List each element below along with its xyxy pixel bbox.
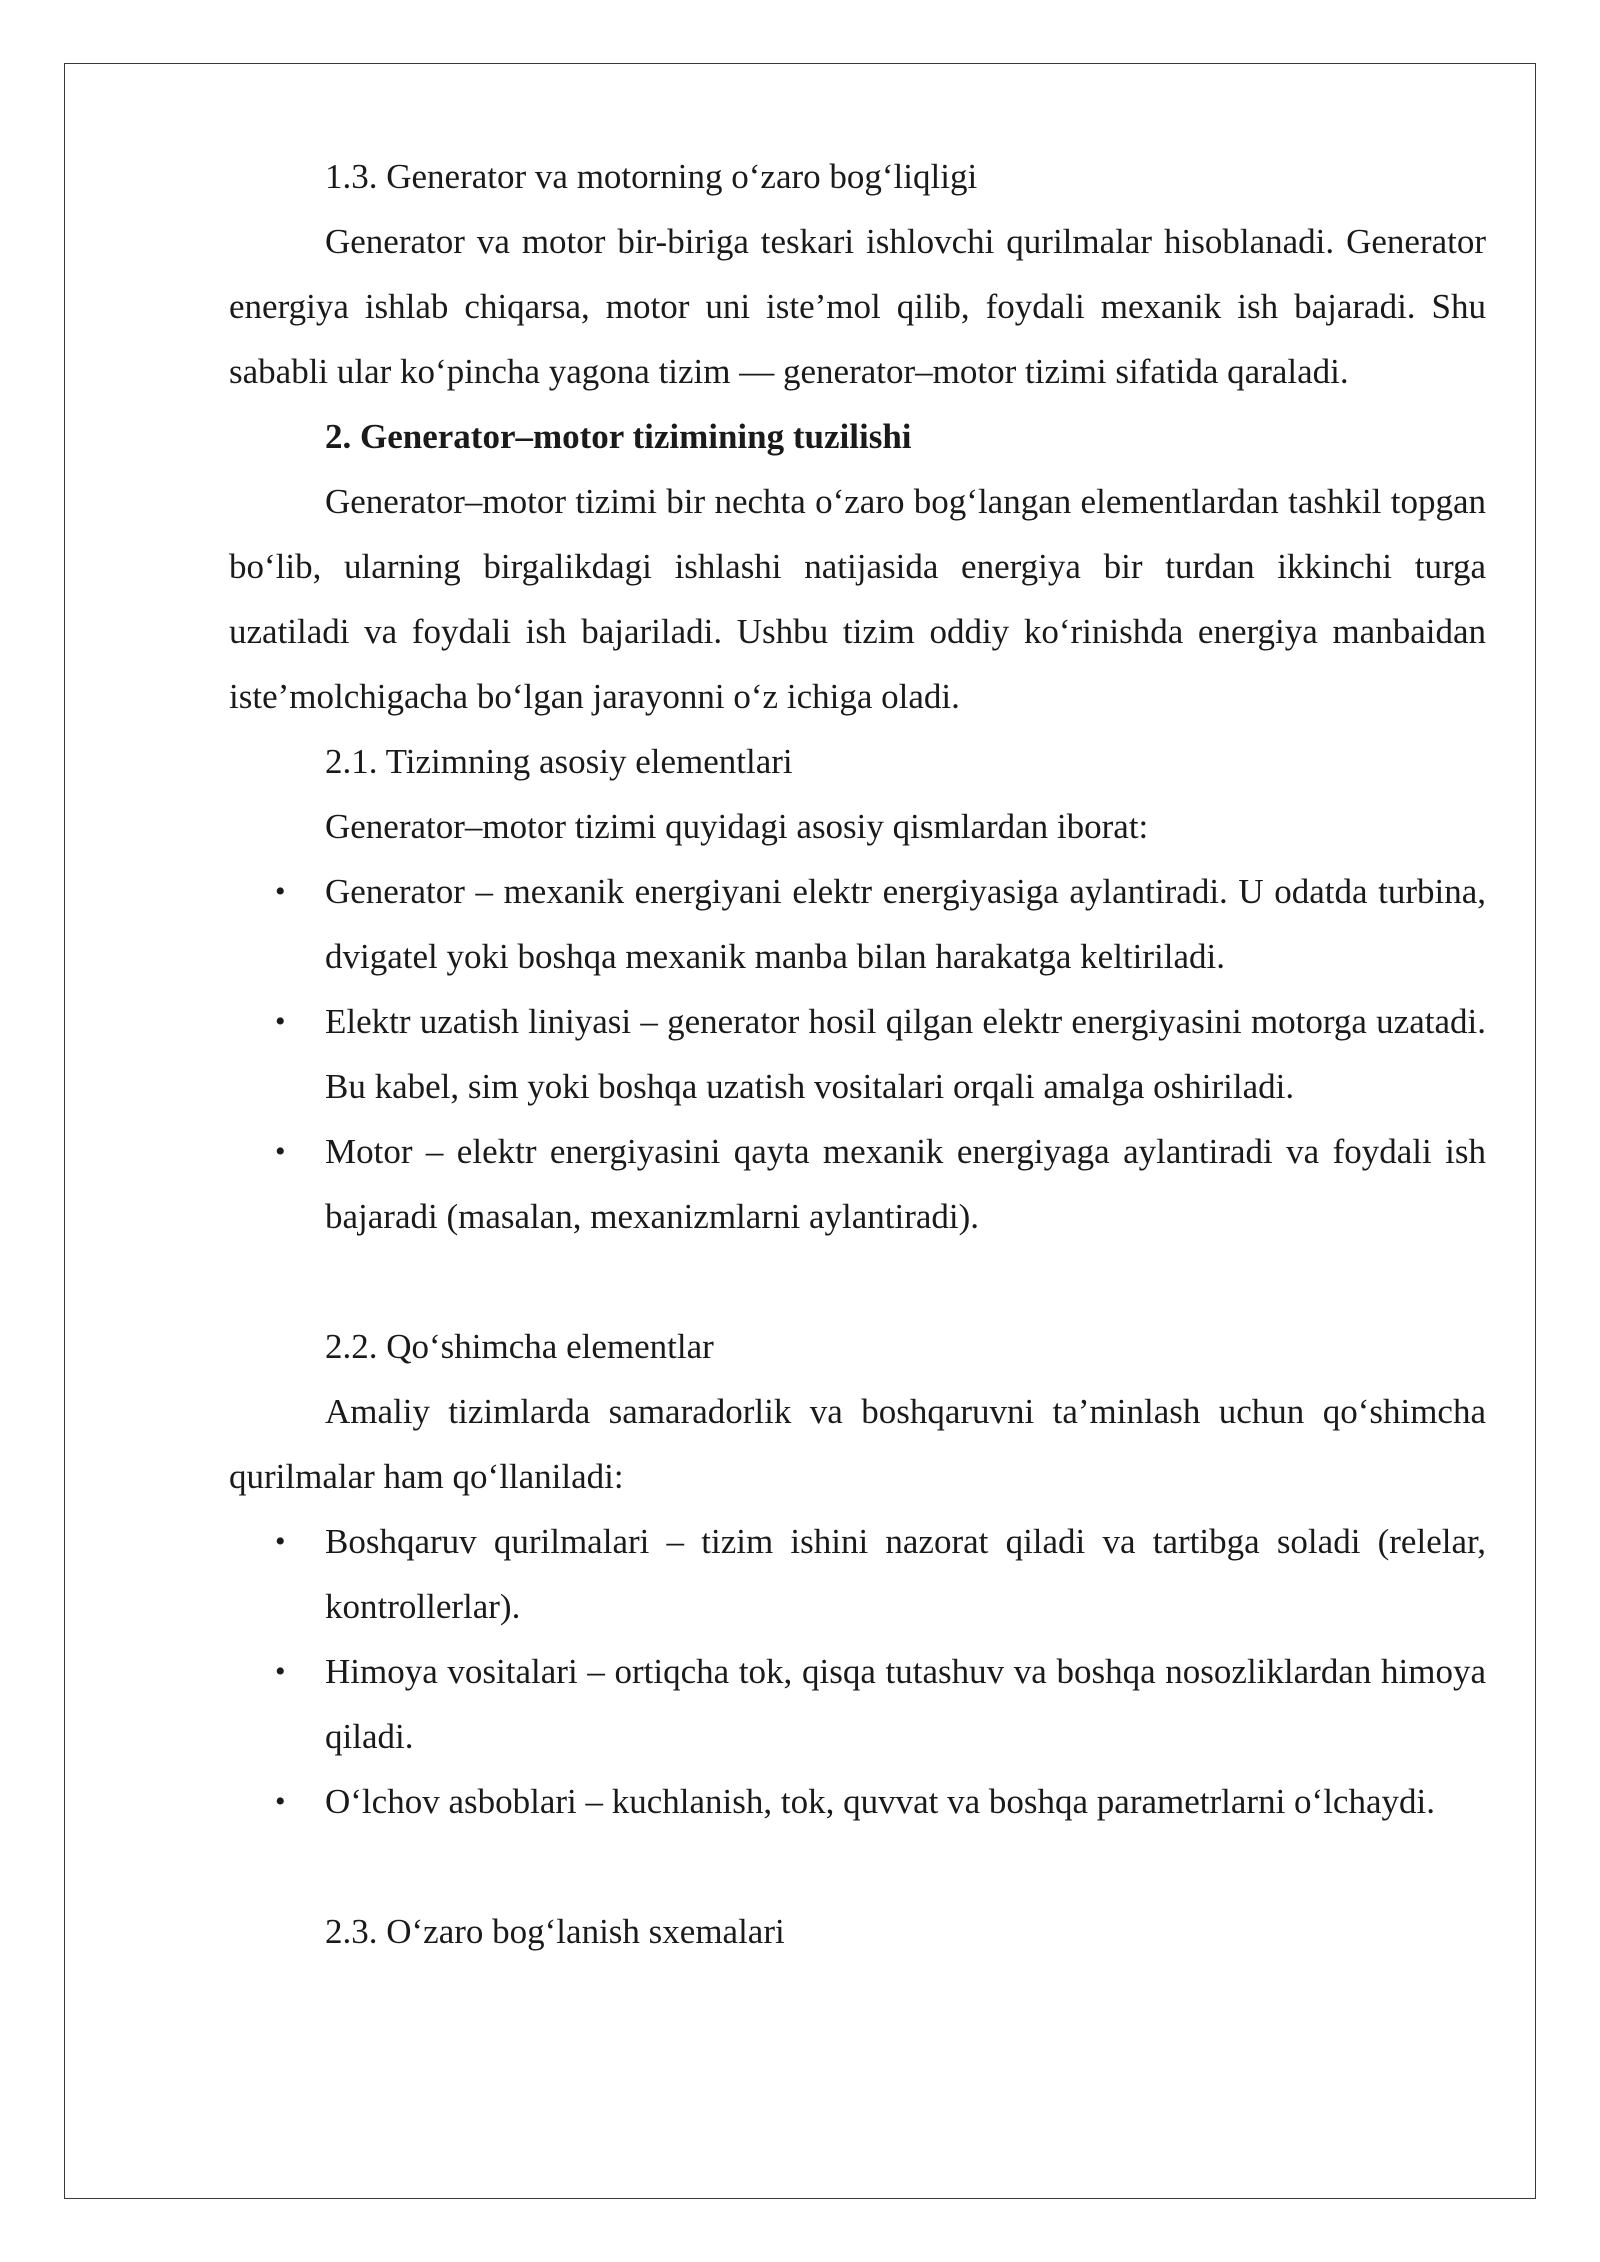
bullet-icon: • <box>275 1525 286 1558</box>
section-2-1-heading: 2.1. Tizimning asosiy elementlari <box>325 742 793 781</box>
list-item <box>275 859 1486 989</box>
section-2-heading: 2. Generator–motor tizimining tuzilishi <box>325 417 912 456</box>
list-item-text: Generator – mexanik energiyani elektr energiyasiga aylantiradi. U odatda turbina, dvigatel yoki boshqa mexanik manba bilan harakatga keltiriladi. <box>325 872 1486 976</box>
bullet-icon: • <box>275 875 286 908</box>
list-item <box>275 1639 1486 1769</box>
blank-line <box>229 1249 1486 1314</box>
list-item-text: Motor – elektr energiyasini qayta mexanik energiyaga aylantiradi va foydali ish bajaradi (masalan, mexanizmlarni aylantiradi). <box>325 1132 1486 1236</box>
bullet-icon: • <box>275 1785 286 1818</box>
list-item-text: O‘lchov asboblari – kuchlanish, tok, quvvat va boshqa parametrlarni o‘lchaydi. <box>325 1782 1435 1821</box>
list-item-text: Himoya vositalari – ortiqcha tok, qisqa tutashuv va boshqa nosozliklardan himoya qiladi. <box>325 1652 1486 1756</box>
section-2-2-heading: 2.2. Qo‘shimcha elementlar <box>325 1327 714 1366</box>
bullet-icon: • <box>275 1005 286 1038</box>
section-2-1-intro: Generator–motor tizimi quyidagi asosiy qismlardan iborat: <box>325 807 1149 846</box>
section-2-2-intro: Amaliy tizimlarda samaradorlik va boshqaruvni ta’minlash uchun qo‘shimcha qurilmalar ham qo‘llaniladi: <box>229 1392 1486 1496</box>
list-item <box>275 1509 1486 1639</box>
section-2-paragraph: Generator–motor tizimi bir nechta o‘zaro bog‘langan elementlardan tashkil topgan bo‘lib, ularning birgalikdagi ishlashi natijasida energiya bir turdan ikkinchi turga uzatiladi va foydali ish bajariladi. Ushbu tizim oddiy ko‘rinishda energiya manbaidan iste’molchigacha bo‘lgan jarayonni o‘z ichiga oladi. <box>229 482 1486 716</box>
blank-line <box>229 1834 1486 1899</box>
list-item-text: Boshqaruv qurilmalari – tizim ishini nazorat qiladi va tartibga soladi (relelar, kontrollerlar). <box>325 1522 1486 1626</box>
list-item-text: Elektr uzatish liniyasi – generator hosil qilgan elektr energiyasini motorga uzatadi. Bu kabel, sim yoki boshqa uzatish vositalari orqali amalga oshiriladi. <box>325 1002 1486 1106</box>
document-body <box>229 144 1486 1964</box>
section-2-1-list <box>229 859 1486 1249</box>
section-2-2-list <box>229 1509 1486 1834</box>
list-item <box>275 989 1486 1119</box>
list-item <box>275 1119 1486 1249</box>
section-1-3-paragraph: Generator va motor bir-biriga teskari ishlovchi qurilmalar hisoblanadi. Generator energiya ishlab chiqarsa, motor uni iste’mol qilib, foydali mexanik ish bajaradi. Shu sababli ular ko‘pincha yagona tizim — generator–motor tizimi sifatida qaraladi. <box>229 222 1486 391</box>
section-1-3-heading: 1.3. Generator va motorning o‘zaro bog‘liqligi <box>325 157 978 196</box>
bullet-icon: • <box>275 1655 286 1688</box>
bullet-icon: • <box>275 1135 286 1168</box>
list-item <box>275 1769 1486 1834</box>
section-2-3-heading: 2.3. O‘zaro bog‘lanish sxemalari <box>325 1912 785 1951</box>
